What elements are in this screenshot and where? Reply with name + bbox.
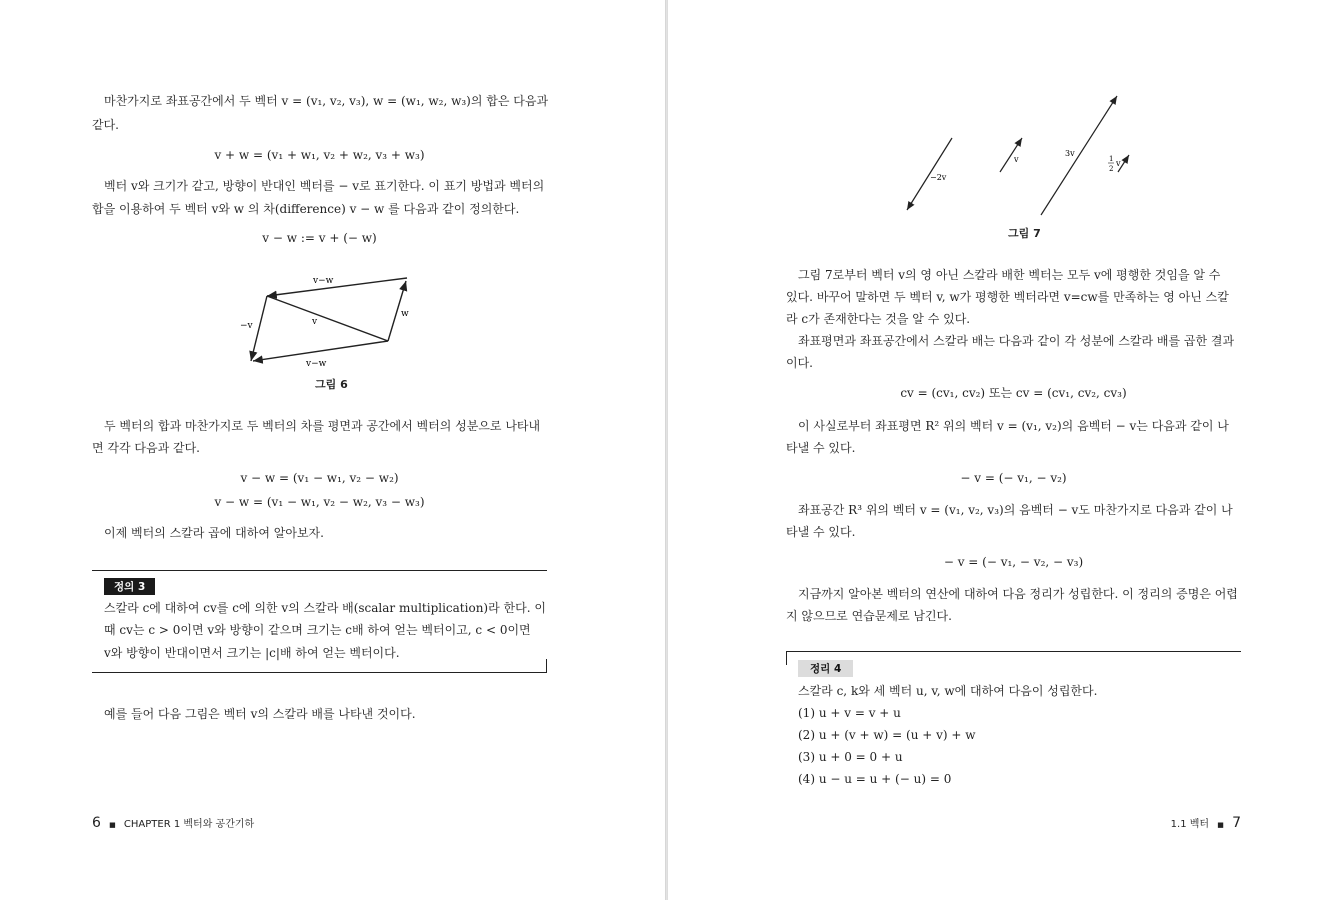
right-page bbox=[668, 0, 1335, 900]
paragraph-line: 벡터 v와 크기가 같고, 방향이 반대인 벡터를 − v로 표기한다. 이 표기 방법과 벡터의 bbox=[104, 179, 545, 193]
label-minus-v: −v bbox=[240, 321, 253, 331]
equation: v − w = (v₁ − w₁, v₂ − w₂) bbox=[240, 471, 399, 485]
paragraph-line: 있다. 바꾸어 말하면 두 벡터 v, w가 평행한 벡터라면 v=cw를 만족하는 영 아닌 스칼 bbox=[786, 290, 1229, 304]
vector-3v bbox=[1041, 96, 1117, 215]
equation: v − w = (v₁ − w₁, v₂ − w₂, v₃ − w₃) bbox=[214, 495, 425, 509]
paragraph-line: 타낼 수 있다. bbox=[786, 525, 856, 539]
figure-caption: 그림 6 bbox=[315, 378, 348, 391]
definition-bottom-rule bbox=[92, 672, 547, 673]
paragraph-line: 타낼 수 있다. bbox=[786, 441, 856, 455]
paragraph-line: 좌표평면과 좌표공간에서 스칼라 배는 다음과 같이 각 성분에 스칼라 배를 곱한 결과 bbox=[798, 334, 1235, 348]
figure-6-diagram bbox=[230, 268, 430, 373]
vector-arrow bbox=[253, 341, 388, 361]
label-half-denominator: 2 bbox=[1109, 165, 1114, 173]
label-v-minus-w-top: v−w bbox=[313, 276, 334, 286]
theorem-item: (2) u + (v + w) = (u + v) + w bbox=[798, 728, 976, 742]
label-v: v bbox=[312, 317, 318, 327]
paragraph-line: 예를 들어 다음 그림은 벡터 v의 스칼라 배를 나타낸 것이다. bbox=[104, 707, 416, 721]
paragraph-line: 이다. bbox=[786, 356, 813, 370]
theorem-label: 정리 4 bbox=[798, 660, 853, 677]
label-3v: 3v bbox=[1065, 149, 1075, 158]
theorem-intro: 스칼라 c, k와 세 벡터 u, v, w에 대하여 다음이 성립한다. bbox=[798, 684, 1098, 698]
paragraph-line: 마찬가지로 좌표공간에서 두 벡터 v = (v₁, v₂, v₃), w = (w₁, w₂, w₃)의 합은 다음과 bbox=[104, 94, 549, 108]
paragraph-line: 같다. bbox=[92, 118, 119, 132]
left-page bbox=[0, 0, 665, 900]
page-number: 6 bbox=[92, 815, 101, 831]
label-half-numerator: 1 bbox=[1109, 155, 1114, 163]
page-footer bbox=[92, 815, 254, 831]
paragraph-line: 라 c가 존재한다는 것을 알 수 있다. bbox=[786, 312, 971, 326]
paragraph-line: 합을 이용하여 두 벡터 v와 w 의 차(difference) v − w 를 다음과 같이 정의한다. bbox=[92, 202, 520, 216]
theorem-side-rule bbox=[786, 651, 787, 665]
theorem-top-rule bbox=[786, 651, 1241, 652]
footer-bullet: ■ bbox=[1217, 821, 1224, 829]
equation: − v = (− v₁, − v₂, − v₃) bbox=[943, 555, 1084, 569]
footer-section: 1.1 벡터 bbox=[1170, 819, 1210, 830]
equation: − v = (− v₁, − v₂) bbox=[960, 471, 1067, 485]
theorem-item: (1) u + v = v + u bbox=[798, 706, 901, 720]
paragraph-line: 두 벡터의 합과 마찬가지로 두 벡터의 차를 평면과 공간에서 벡터의 성분으로 나타내 bbox=[104, 419, 541, 433]
paragraph-line: 이제 벡터의 스칼라 곱에 대하여 알아보자. bbox=[104, 526, 324, 540]
vector-v bbox=[1000, 138, 1022, 172]
definition-label: 정의 3 bbox=[104, 578, 155, 595]
equation: v + w = (v₁ + w₁, v₂ + w₂, v₃ + w₃) bbox=[214, 148, 425, 162]
definition-line: 스칼라 c에 대하여 cv를 c에 의한 v의 스칼라 배(scalar multiplication)라 한다. 이 bbox=[104, 601, 546, 615]
vector-arrow bbox=[251, 296, 267, 361]
figure-caption: 그림 7 bbox=[1008, 227, 1041, 240]
footer-chapter: CHAPTER 1 벡터와 공간기하 bbox=[123, 819, 255, 830]
page-footer bbox=[1171, 815, 1241, 831]
definition-line: 때 cv는 c > 0이면 v와 방향이 같으며 크기는 c배 하여 얻는 벡터이고, c < 0이면 bbox=[104, 623, 531, 637]
label-half-v: v bbox=[1116, 159, 1121, 168]
vector-line bbox=[267, 296, 388, 341]
theorem-item: (4) u − u = u + (− u) = 0 bbox=[798, 772, 952, 786]
page-number: 7 bbox=[1232, 815, 1241, 831]
paragraph-line: 지금까지 알아본 벡터의 연산에 대하여 다음 정리가 성립한다. 이 정리의 증명은 어렵 bbox=[798, 587, 1238, 601]
paragraph-line: 지 않으므로 연습문제로 남긴다. bbox=[786, 609, 952, 623]
paragraph-line: 좌표공간 R³ 위의 벡터 v = (v₁, v₂, v₃)의 음벡터 − v도 마찬가지로 다음과 같이 나 bbox=[798, 503, 1233, 517]
definition-side-rule bbox=[546, 659, 547, 673]
theorem-item: (3) u + 0 = 0 + u bbox=[798, 750, 903, 764]
definition-top-rule bbox=[92, 570, 547, 571]
equation: v − w := v + (− w) bbox=[262, 231, 377, 245]
equation: cv = (cv₁, cv₂) 또는 cv = (cv₁, cv₂, cv₃) bbox=[900, 386, 1127, 400]
figure-7-diagram bbox=[900, 90, 1140, 220]
paragraph-line: 이 사실로부터 좌표평면 R² 위의 벡터 v = (v₁, v₂)의 음벡터 − v는 다음과 같이 나 bbox=[798, 419, 1229, 433]
vector-arrow bbox=[267, 278, 407, 296]
label-v-minus-w-bottom: v−w bbox=[306, 359, 327, 369]
label-minus-2v: −2v bbox=[930, 173, 947, 182]
paragraph-line: 면 각각 다음과 같다. bbox=[92, 441, 200, 455]
definition-line: v와 방향이 반대이면서 크기는 |c|배 하여 얻는 벡터이다. bbox=[104, 646, 400, 660]
paragraph-line: 그림 7로부터 벡터 v의 영 아닌 스칼라 배한 벡터는 모두 v에 평행한 것임을 알 수 bbox=[798, 268, 1221, 282]
label-v: v bbox=[1014, 155, 1019, 164]
label-w: w bbox=[401, 309, 409, 319]
footer-bullet: ■ bbox=[109, 821, 116, 829]
